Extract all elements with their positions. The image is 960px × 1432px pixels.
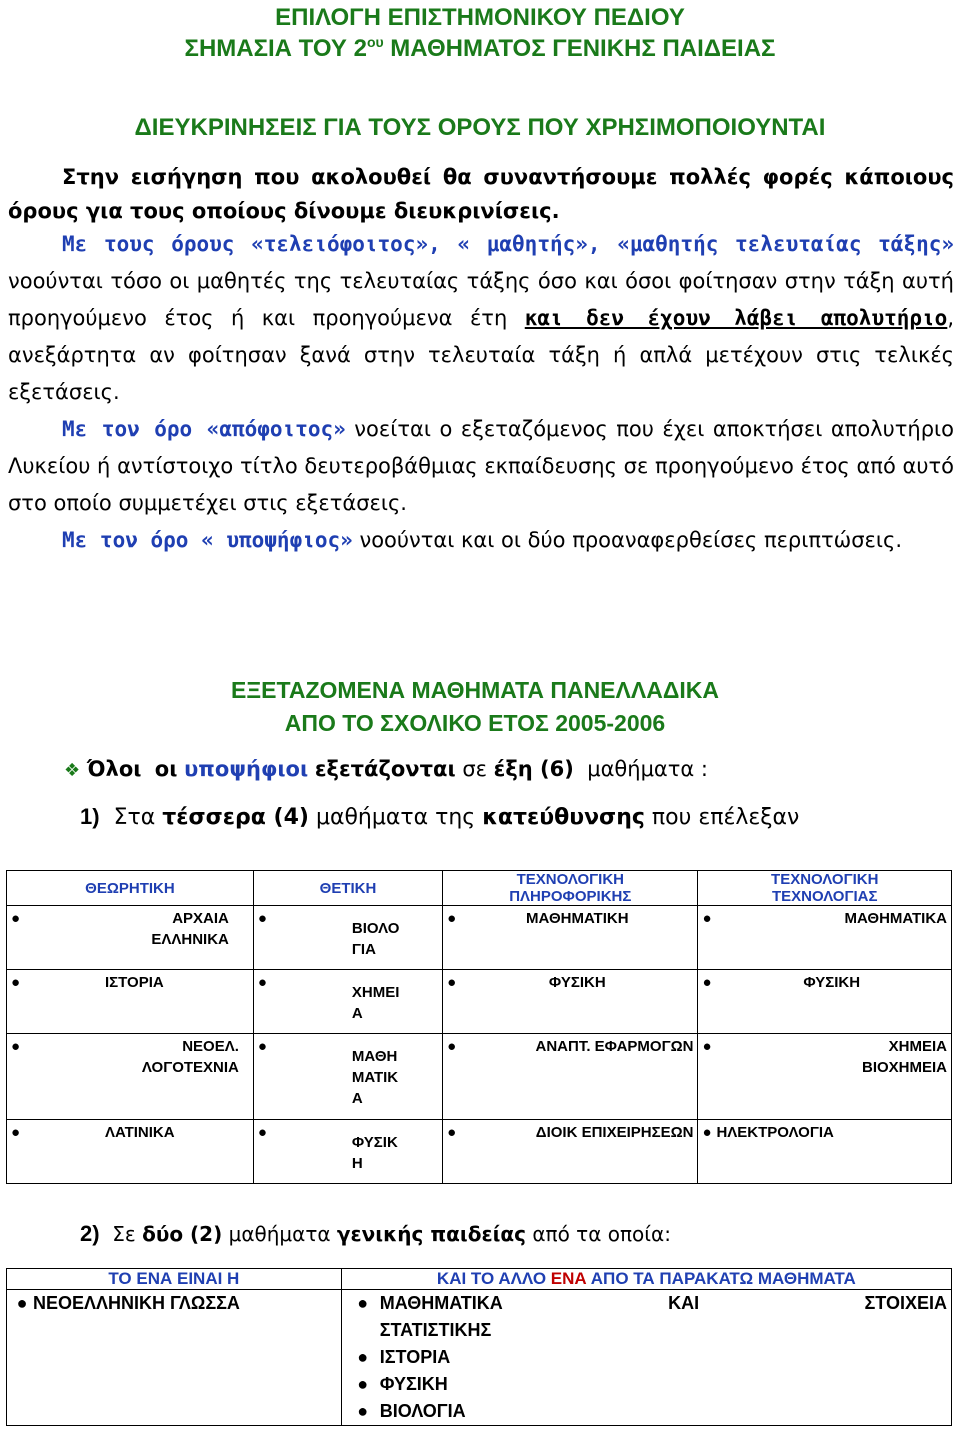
bullet-dot-icon: ●: [447, 974, 457, 991]
subject-name: ΦΥΣΙΚΗ: [379, 1374, 448, 1394]
subject-name: ΧΗΜΕΙ Α: [351, 984, 400, 1022]
subject-name: ΦΥΣΙΚΗ: [548, 974, 606, 991]
the-word: οι: [154, 757, 178, 781]
bullet-dot-icon: ●: [16, 1293, 28, 1313]
bullet-dot-icon: ●: [357, 1374, 369, 1394]
exam-heading-line-2: ΑΠΟ ΤΟ ΣΧΟΛΙΚΟ ΕΤΟΣ 2005-2006: [284, 710, 666, 736]
subject-name: ΜΑΘΗΜΑΤΙΚΗ: [526, 910, 629, 927]
definition-2-term: Με τον όρο «απόφοιτος»: [62, 417, 346, 441]
definition-2-text: νοείται ο εξεταζόμενος που έχει αποκτήσει απολυτήριο Λυκείου ή αντίστοιχο τίτλο δευτεροβάθμιας εκπαίδευσης σε προηγούμενο έτος από αυτό στο οποίο συμμετέχει στις εξετάσεις.: [8, 417, 954, 515]
subject-name: ΑΡΧΑΙΑ ΕΛΛΗΝΙΚΑ: [151, 910, 229, 948]
cell-tech-informatics: [443, 906, 698, 970]
subject-name: ΧΗΜΕΙΑ ΒΙΟΧΗΜΕΙΑ: [861, 1038, 947, 1076]
subject-name: ΦΥΣΙΚ Η: [351, 1134, 398, 1172]
exam-heading: [0, 674, 950, 740]
bullet-dot-icon: ●: [702, 1124, 712, 1141]
bullet-dot-icon: ●: [257, 974, 267, 991]
definition-3-text: νοούνται και οι δύο προαναφερθείσες περιπτώσεις.: [352, 528, 903, 552]
general-table-header: [7, 1269, 952, 1290]
definition-3: [8, 522, 954, 559]
point-1-number: 1): [80, 804, 100, 829]
six-count: έξη (6): [493, 757, 574, 781]
header-second-subject: [341, 1269, 951, 1290]
cell-tech-informatics: [443, 1120, 698, 1184]
subject-name: ΗΛΕΚΤΡΟΛΟΓΙΑ: [716, 1124, 834, 1141]
cell-positive: [253, 906, 442, 970]
title-line-2-main: ΣΗΜΑΣΙΑ ΤΟΥ 2: [184, 35, 367, 62]
bullet-dot-icon: ●: [357, 1347, 369, 1367]
table-row: [7, 970, 952, 1034]
subject-name: ΛΑΤΙΝΙΚΑ: [105, 1124, 175, 1141]
cell-tech-informatics: [443, 970, 698, 1034]
bullet-dot-icon: ●: [357, 1401, 369, 1421]
bullet-dot-icon: ●: [11, 910, 21, 927]
definition-2: [8, 411, 954, 522]
cell-tech-technology: [698, 906, 952, 970]
point-1-text-b: μαθήματα της: [315, 805, 476, 830]
bullet-dot-icon: ●: [257, 1124, 267, 1141]
header-second-c: ΑΠΟ ΤΑ ΠΑΡΑΚΑΤΩ ΜΑΘΗΜΑΤΑ: [586, 1269, 856, 1288]
point-2-text-c: από τα οποία:: [532, 1222, 671, 1246]
list-item: [346, 1371, 947, 1398]
directions-table: [6, 870, 952, 1184]
definition-1-text-end: , ανεξάρτητα αν φοίτησαν ξανά στην τελευταία τάξη ή απλά μετέχουν στις τελικές εξετάσεις.: [8, 306, 954, 404]
definition-1: [8, 226, 954, 411]
all-word: Όλοι: [86, 757, 142, 781]
definition-1-terms: Με τους όρους «τελειόφοιτος», « μαθητής», «μαθητής τελευταίας τάξης»: [62, 232, 954, 256]
bullet-dot-icon: ●: [11, 1038, 21, 1055]
subjects-word: μαθήματα :: [587, 757, 709, 781]
list-item: [346, 1398, 947, 1425]
point-1-text-a: Στα: [113, 805, 156, 830]
title-line-2: [0, 33, 960, 64]
subject-name: ΦΥΣΙΚΗ: [803, 974, 861, 991]
subject-name: ΒΙΟΛΟ ΓΙΑ: [351, 920, 400, 958]
header-first-subject: ΤΟ ΕΝΑ ΕΙΝΑΙ Η: [7, 1269, 342, 1290]
table-row: [7, 906, 952, 970]
point-2-general: γενικής παιδείας: [336, 1222, 526, 1246]
all-candidates-line: [64, 757, 708, 781]
subject-name: ΝΕΟΕΛΛΗΝΙΚΗ ΓΛΩΣΣΑ: [33, 1293, 240, 1313]
subject-name: ΔΙΟΙΚ ΕΠΙΧΕΙΡΗΣΕΩΝ: [535, 1124, 694, 1141]
point-2-text-a: Σε: [112, 1222, 136, 1246]
cell-optional-subjects: [341, 1290, 951, 1426]
diamond-bullet-icon: ❖: [64, 760, 81, 781]
point-1: [80, 804, 799, 830]
definition-1-underlined: και δεν έχουν λάβει απολυτήριο: [524, 306, 948, 330]
in-word: σε: [462, 757, 487, 781]
subject-name: ΜΑΘΗΜΑΤΙΚΑ: [844, 910, 947, 927]
intro-text: Στην εισήγηση που ακολουθεί θα συναντήσουμε πολλές φορές κάποιους όρους για τους οποίους δίνουμε διευκρινίσεις.: [8, 165, 954, 223]
subject-name: ΜΑΘΗΜΑΤΙΚΑ ΚΑΙ ΣΤΟΙΧΕΙΑ ΣΤΑΤΙΣΤΙΚΗΣ: [379, 1293, 947, 1340]
bullet-dot-icon: ●: [257, 1038, 267, 1055]
title-line-2-rest: ΜΑΘΗΜΑΤΟΣ ΓΕΝΙΚΗΣ ΠΑΙΔΕΙΑΣ: [383, 35, 776, 62]
header-positive: ΘΕΤΙΚΗ: [253, 871, 442, 906]
subject-name: ΑΝΑΠΤ. ΕΦΑΡΜΟΓΩΝ: [535, 1038, 694, 1055]
cell-tech-technology: [698, 1120, 952, 1184]
cell-theoretical: [7, 1120, 254, 1184]
subject-name: ΜΑΘΗ ΜΑΤΙΚ Α: [351, 1048, 399, 1107]
table-row: [7, 1120, 952, 1184]
subject-name: ΙΣΤΟΡΙΑ: [379, 1347, 451, 1367]
point-2-text-b: μαθήματα: [228, 1222, 331, 1246]
bullet-dot-icon: ●: [11, 974, 21, 991]
bullet-dot-icon: ●: [11, 1124, 21, 1141]
bullet-dot-icon: ●: [357, 1293, 369, 1313]
subject-name: ΒΙΟΛΟΓΙΑ: [379, 1401, 466, 1421]
header-second-one: ΕΝΑ: [550, 1269, 587, 1288]
cell-positive: [253, 1034, 442, 1120]
point-1-direction: κατεύθυνσης: [482, 805, 645, 830]
bullet-dot-icon: ●: [702, 1038, 712, 1055]
cell-theoretical: [7, 970, 254, 1034]
bullet-dot-icon: ●: [257, 910, 267, 927]
directions-table-header: [7, 871, 952, 906]
header-second-a: ΚΑΙ ΤΟ ΑΛΛΟ: [436, 1269, 551, 1288]
point-2-two: δύο (2): [142, 1222, 223, 1246]
title-line-1: ΕΠΙΛΟΓΗ ΕΠΙΣΤΗΜΟΝΙΚΟΥ ΠΕΔΙΟΥ: [275, 4, 685, 31]
definitions-block: [8, 226, 954, 559]
bullet-dot-icon: ●: [702, 974, 712, 991]
cell-tech-technology: [698, 970, 952, 1034]
bullet-dot-icon: ●: [447, 910, 457, 927]
table-row: [7, 1034, 952, 1120]
header-tech-informatics: ΤΕΧΝΟΛΟΓΙΚΗ ΠΛΗΡΟΦΟΡΙΚΗΣ: [443, 871, 698, 906]
title-block: [0, 2, 960, 64]
title-line-2-sup: ου: [366, 34, 384, 50]
cell-positive: [253, 1120, 442, 1184]
cell-required-subject: [7, 1290, 342, 1426]
subject-name: ΙΣΤΟΡΙΑ: [105, 974, 164, 991]
cell-theoretical: [7, 1034, 254, 1120]
cell-tech-informatics: [443, 1034, 698, 1120]
subject-name: ΝΕΟΕΛ. ΛΟΓΟΤΕΧΝΙΑ: [141, 1038, 239, 1076]
clarifications-heading: ΔΙΕΥΚΡΙΝΗΣΕΙΣ ΓΙΑ ΤΟΥΣ ΟΡΟΥΣ ΠΟΥ ΧΡΗΣΙΜΟΠΟΙΟΥΝΤΑΙ: [134, 114, 826, 141]
table-row: [7, 1290, 952, 1426]
list-item: [346, 1290, 947, 1344]
candidates-word: υποψήφιοι: [184, 757, 309, 781]
header-theoretical: ΘΕΩΡΗΤΙΚΗ: [7, 871, 254, 906]
definition-1-text: νοούνται τόσο οι μαθητές της τελευταίας τάξης όσο και όσοι φοίτησαν στην τάξη αυτή προηγούμενο έτος ή και προηγούμενα έτη: [8, 269, 954, 330]
header-tech-technology: ΤΕΧΝΟΛΟΓΙΚΗ ΤΕΧΝΟΛΟΓΙΑΣ: [698, 871, 952, 906]
cell-theoretical: [7, 906, 254, 970]
general-education-table: [6, 1268, 952, 1426]
list-item: [346, 1344, 947, 1371]
intro-paragraph: [8, 160, 954, 228]
point-1-four: τέσσερα (4): [162, 805, 309, 830]
bullet-dot-icon: ●: [447, 1038, 457, 1055]
point-2-number: 2): [80, 1221, 100, 1246]
cell-positive: [253, 970, 442, 1034]
point-1-text-c: που επέλεξαν: [651, 805, 800, 830]
exam-heading-line-1: ΕΞΕΤΑΖΟΜΕΝΑ ΜΑΘΗΜΑΤΑ ΠΑΝΕΛΛΑΔΙΚΑ: [231, 677, 719, 703]
cell-tech-technology: [698, 1034, 952, 1120]
bullet-dot-icon: ●: [447, 1124, 457, 1141]
definition-3-term: Με τον όρο « υποψήφιος»: [62, 528, 353, 552]
bullet-dot-icon: ●: [702, 910, 712, 927]
examined-word: εξετάζονται: [314, 757, 456, 781]
point-2: [80, 1221, 671, 1247]
